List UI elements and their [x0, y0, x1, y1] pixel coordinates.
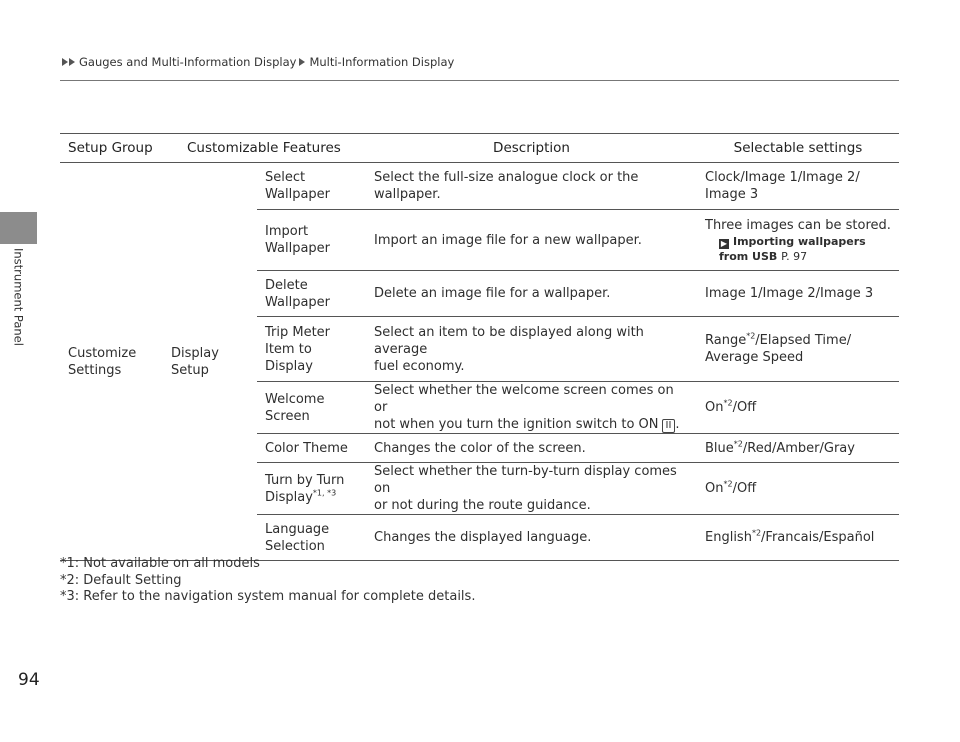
settings-cell: Range$^{*2}$/Elapsed Time/ Average Speed: [697, 317, 899, 382]
footnote: *2: Default Setting: [60, 572, 182, 588]
settings-cell: On$^{*2}$/Off: [697, 382, 899, 434]
feature-cell: Import Wallpaper: [257, 210, 366, 271]
description-cell: Delete an image file for a wallpaper.: [366, 271, 697, 317]
table-header-row: [60, 134, 899, 163]
settings-cell: On$^{*2}$/Off: [697, 463, 899, 515]
feature-cell: Color Theme: [257, 434, 366, 463]
description-cell: Select whether the welcome screen comes on or not when you turn the ignition switch to ON II .: [366, 382, 697, 434]
ignition-position-badge: II: [662, 419, 676, 433]
column-header: Description: [366, 134, 697, 163]
section-label: Instrument Panel: [11, 248, 26, 346]
settings-cell: English$^{*2}$/Francais/Español: [697, 515, 899, 561]
settings-cell: Three images can be stored. ▶ Importing wallpapers from USB P. 97: [697, 210, 899, 271]
setup-group-cell: Customize Settings: [60, 163, 163, 561]
footnote: *3: Refer to the navigation system manual for complete details.: [60, 589, 476, 604]
description-cell: Select an item to be displayed along with average fuel economy.: [366, 317, 697, 382]
feature-cell: Welcome Screen: [257, 382, 366, 434]
page-number: 94: [18, 670, 40, 690]
description-cell: Select whether the turn-by-turn display comes on or not during the route guidance.: [366, 463, 697, 515]
settings-cell: Blue$^{*2}$/Red/Amber/Gray: [697, 434, 899, 463]
description-cell: Changes the color of the screen.: [366, 434, 697, 463]
description-cell: Import an image file for a new wallpaper.: [366, 210, 697, 271]
description-cell: Select the full-size analogue clock or the wallpaper.: [366, 163, 697, 210]
description-cell: Changes the displayed language.: [366, 515, 697, 561]
customizable-features-table: [60, 133, 899, 561]
breadcrumb-item[interactable]: Gauges and Multi-Information Display: [79, 55, 297, 69]
table-row: [60, 163, 899, 210]
settings-cell: Image 1/Image 2/Image 3: [697, 271, 899, 317]
column-header: Selectable settings: [697, 134, 899, 163]
column-header: Customizable Features: [163, 134, 366, 163]
breadcrumb-item[interactable]: Multi-Information Display: [309, 55, 455, 69]
footnotes: [60, 556, 475, 606]
feature-cell: Language Selection: [257, 515, 366, 561]
breadcrumb-arrow-icon: [69, 58, 75, 66]
column-header: Setup Group: [60, 134, 163, 163]
settings-cell: Clock/Image 1/Image 2/ Image 3: [697, 163, 899, 210]
feature-cell: Turn by Turn Display$^{*1, *3}$: [257, 463, 366, 515]
header-rule: [60, 80, 899, 81]
subgroup-cell: Display Setup: [163, 163, 257, 561]
page-reference-link[interactable]: ▶ Importing wallpapers from USB P. 97: [719, 234, 866, 263]
section-tab-marker: [0, 212, 37, 244]
feature-cell: Select Wallpaper: [257, 163, 366, 210]
footnote: *1: Not available on all models: [60, 556, 260, 571]
feature-cell: Trip Meter Item to Display: [257, 317, 366, 382]
breadcrumb-arrow-icon: [62, 58, 68, 66]
breadcrumb: [62, 55, 454, 69]
breadcrumb-arrow-icon: [299, 58, 305, 66]
feature-cell: Delete Wallpaper: [257, 271, 366, 317]
reference-arrow-icon: ▶: [720, 238, 728, 248]
